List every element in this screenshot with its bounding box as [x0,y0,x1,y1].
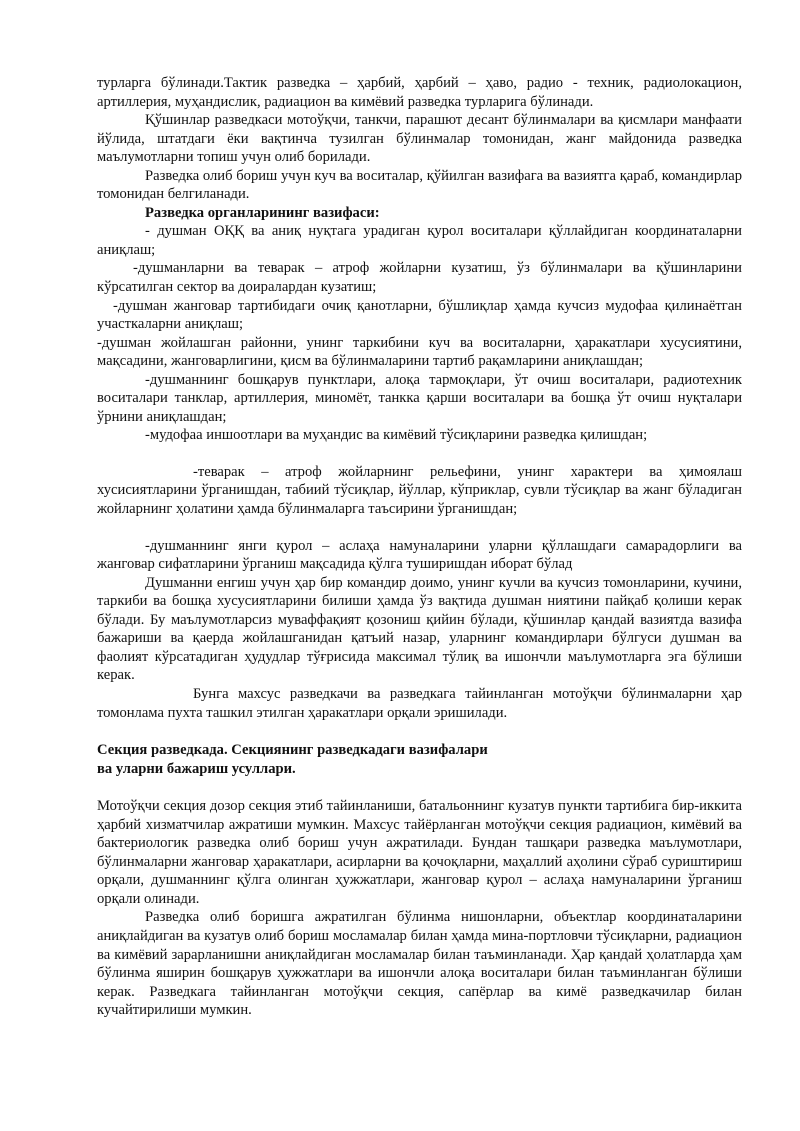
paragraph: Разведка олиб бориш учун куч ва воситалар, қўйилган вазифага ва вазиятга қараб, командирлар томонидан белгиланади. [97,167,742,203]
spacer [97,778,742,797]
list-item: -душманнинг янги қурол – аслаҳа намуналарини уларни қўллашдаги самарадорлиги ва жанговар сифатларини ўрганиш мақсадида қўлга туширишдан иборат бўлад [97,537,742,573]
paragraph: Қўшинлар разведкаси мотоўқчи, танкчи, парашют десант бўлинмалари ва қисмлари манфаати йўлида, штатдаги ёки вақтинча тузилган бўлинмалар томонидан, жанг майдонида разведка маълумотларни топиш учун олиб борилади. [97,112,742,166]
list-item: - душман ОҚҚ ва аниқ нуқтага урадиган қурол воситалари қўллайдиган координаталарни аниқлаш; [97,223,742,258]
spacer [97,722,742,741]
spacer [97,445,742,463]
list-item: -душманнинг бошқарув пунктлари, алоқа тармоқлари, ўт очиш воситалари, радиотехник воситалари танклар, артиллерия, миномёт, танкка қарши воситалари ва бошқа ўт очиш нуқталари ўрнини аниқлашдан; [97,371,742,425]
list-item: -душман жанговар тартибидаги очиқ қанотларни, бўшлиқлар ҳамда кучсиз мудофаа қилинаётган участкаларни аниқлаш; [97,297,742,333]
list-item: -душманларни ва теварак – атроф жойларни кузатиш, ўз бўлинмалари ва қўшинларини кўрсатилган сектор ва доиралардан кузатиш; [97,260,742,296]
subheading: Разведка органларининг вазифаси: [145,204,380,221]
list-item: -мудофаа иншоотлари ва муҳандис ва кимёвий тўсиқларини разведка қилишдан; [145,427,648,444]
document-page [97,74,742,1020]
paragraph: Разведка олиб боришга ажратилган бўлинма нишонларни, объектлар координаталарини аниқлайдиган ва кузатув олиб бориш мосламалар билан ҳамда мина-портловчи тўсиқларни, радиацион ва кимёвий зарарланишни аниқлайдиган мосламалар билан таъминланади. Ҳар қандай ҳолатларда ҳам бўлинма яширин бошқарув ҳужжатлари ва ишончли алоқа воситалари билан таъминланган бўлиши керак. Разведкага тайинланган мотоўқчи секция, сапёрлар ва кимё разведкачилар билан кучайтирилиши мумкин. [97,909,742,1019]
paragraph: Бунга махсус разведкачи ва разведкага тайинланган мотоўқчи бўлинмаларни ҳар томонлама пухта ташкил этилган ҳаракатлари орқали эришилади. [97,685,742,721]
paragraph: Мотоўқчи секция дозор секция этиб тайинланиши, батальоннинг кузатув пункти тартибига бир-иккита ҳарбий хизматчилар ажратиши мумкин. Махсус тайёрланган мотоўқчи секция радиацион, кимёвий ва бактериологик разведка олиб бориш учун ажратилади. Бундан ташқари разведка маълумотлари, бўлинмаларни жанговар ҳаракатлари, асирларни ва қочоқларни, маҳаллий аҳолини сўраб суриштириш орқали, душманнинг қўлга олинган ҳужжатлари, жанговар қурол – аслаҳа намуналарини ўрганиш орқали олинади. [97,798,742,907]
list-item: -душман жойлашган районни, унинг таркибини куч ва воситаларни, ҳаракатлари хусусиятини, мақсадини, жанговарлигини, қисм ва бўлинмаларини тартиб рақамларини аниқлашдан; [97,334,742,370]
paragraph: турларга бўлинади.Тактик разведка – ҳарбий, ҳарбий – ҳаво, радио - техник, радиолокацион, артиллерия, муҳандислик, радиацион ва кимёвий разведка турларига бўлинади. [97,75,742,110]
list-item: -теварак – атроф жойларнинг рельефини, унинг характери ва ҳимоялаш хусисиятларини ўрганишдан, табиий тўсиқлар, йўллар, кўприклар, сувли тўсиқлар ва жанг бўладиган жойларнинг ҳолатини ҳамда бўлинмаларга таъсирини ўрганишдан; [97,463,742,518]
spacer [97,519,742,537]
section-heading: Секция разведкада. Секциянинг разведкадаги вазифалари [97,742,488,759]
section-heading: ва уларни бажариш усуллари. [97,760,296,777]
paragraph: Душманни енгиш учун ҳар бир командир доимо, унинг кучли ва кучсиз томонларини, кучини, таркиби ва бошқа хусусиятларини билиши ҳамда ўз вақтида душман ниятини пайқаб қолиши керак бўлади. Бу маълумотларсиз муваффақият қозониш қийин бўлади, қўшинлар қандай вазиятда вазифа бажариши ва қаерда жойлашганидан қатъий назар, уларнинг командирлари бўлгуси душман ва фаолият кўрсатадиган ҳудудлар тўғрисида максимал тўлиқ ва ишончли маълумотларга эга бўлиши керак. [97,574,742,684]
